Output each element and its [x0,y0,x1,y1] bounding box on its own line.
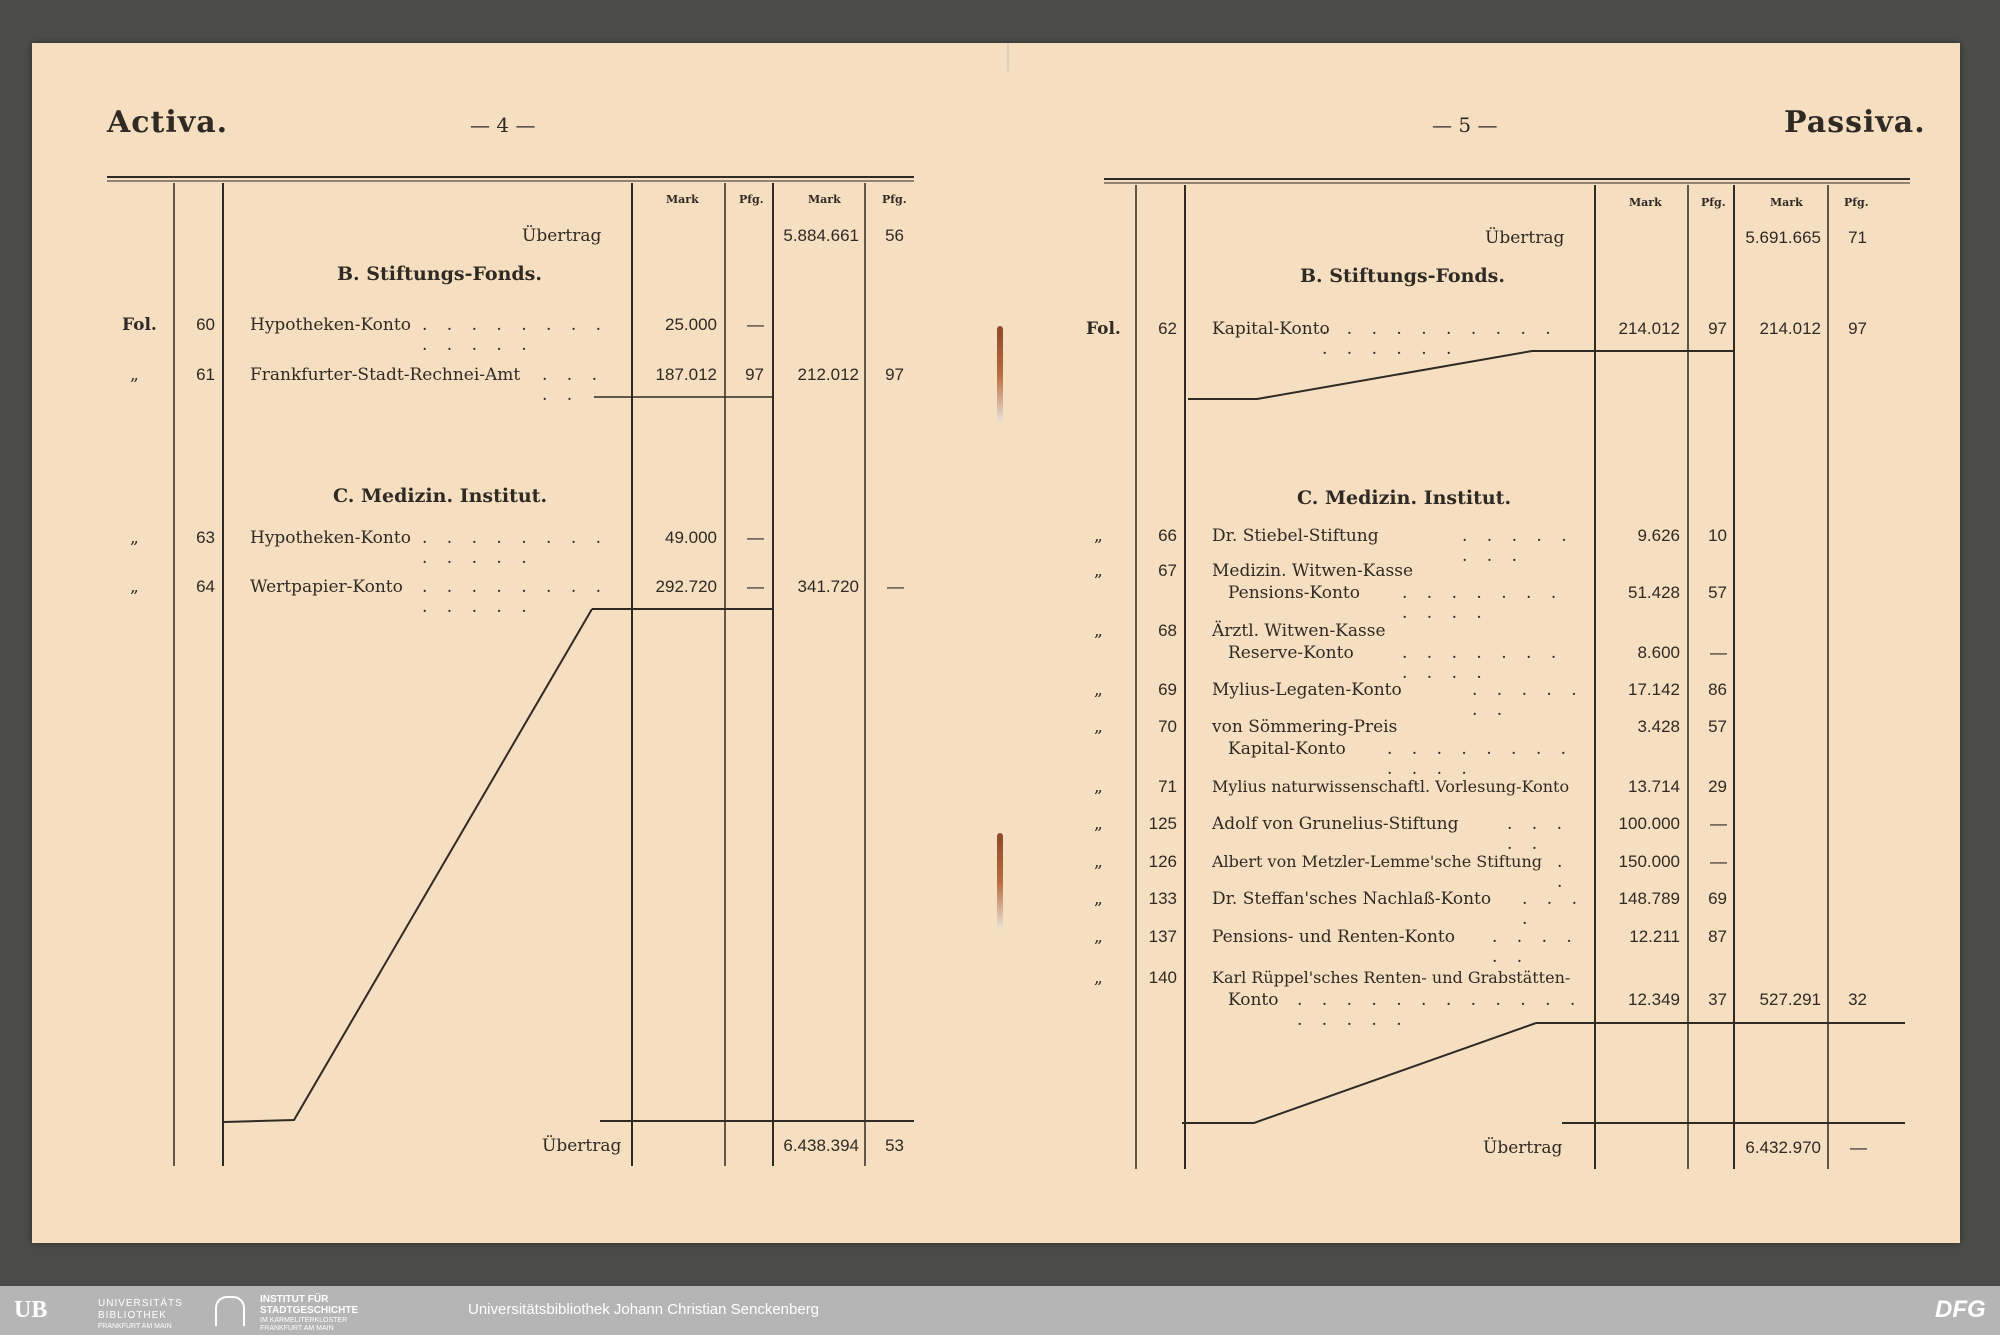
right-account-label: Ärztl. Witwen-Kasse [1212,621,1386,641]
right-mark-1: 13.714 [1628,777,1680,796]
right-mark-1: 9.626 [1637,526,1680,545]
left-mark-2: 341.720 [797,577,859,596]
right-footer-mark: 6.432.970 [1745,1138,1821,1157]
right-account-label-2: Reserve-Konto [1228,643,1354,663]
left-section-c: C. Medizin. Institut. [333,485,548,507]
right-pfg-2: 32 [1848,990,1867,1009]
leader-dots: . . . . . . . . . . . . . . . . . [1297,990,1583,1030]
right-page-number: — 5 — [1432,113,1498,137]
right-folio-number: 67 [1158,561,1177,580]
right-mark-1: 148.789 [1618,889,1680,908]
right-mark-1: 12.211 [1629,927,1680,946]
viewer-footer-bar [0,1286,2000,1335]
right-folio-number: 68 [1158,621,1177,640]
right-mark-1: 51.428 [1628,583,1680,602]
right-account-label: Adolf von Grunelius-Stiftung [1212,814,1459,834]
left-folio-number: 64 [196,577,215,596]
right-account-label: Kapital-Konto [1212,319,1330,339]
right-pfg-1: 86 [1708,680,1727,699]
right-account-label: von Sömmering-Preis [1212,717,1398,737]
right-account-label: Albert von Metzler-Lemme'sche Stiftung [1212,852,1543,871]
right-account-label: Pensions- und Renten-Konto [1212,927,1455,947]
ledger-sheet [32,43,1960,1243]
right-col-pfg-2: Pfg. [1844,196,1869,209]
left-fol: Fol. [122,315,157,335]
leader-dots: . . . . . . . . . . . . . [422,315,609,355]
leader-dots: . . . . . [542,365,605,405]
isg-line-3: IM KARMELITERKLOSTER [260,1317,348,1324]
left-uebertrag-mark: 5.884.661 [783,226,859,245]
right-folio-number: 70 [1158,717,1177,736]
left-col-pfg-1: Pfg. [739,193,764,206]
isg-line-2: STADTGESCHICHTE [260,1305,359,1316]
right-uebertrag-mark: 5.691.665 [1745,228,1821,247]
right-account-label-2: Kapital-Konto [1228,739,1346,759]
left-account-label: Hypotheken-Konto [250,315,411,335]
right-account-label-2: Pensions-Konto [1228,583,1360,603]
right-pfg-1: 10 [1708,526,1727,545]
right-account-label: Dr. Steffan'sches Nachlaß-Konto [1212,889,1492,909]
right-col-pfg-1: Pfg. [1701,196,1726,209]
left-fol: „ [130,577,139,597]
left-footer-uebertrag-label: Übertrag [542,1136,622,1156]
right-fol: „ [1094,889,1103,909]
right-mark-1: 214.012 [1618,319,1680,338]
right-folio-number: 140 [1148,968,1177,987]
right-folio-number: 66 [1158,526,1177,545]
left-pfg-1: — [747,315,764,334]
right-col-mark-1: Mark [1629,196,1662,209]
right-folio-number: 133 [1148,889,1177,908]
right-pfg-1: 69 [1708,889,1727,908]
right-footer-uebertrag-label: Übertrag [1483,1138,1563,1158]
left-section-b: B. Stiftungs-Fonds. [337,263,542,285]
leader-dots: . . . . . . [1492,927,1579,967]
left-pfg-1: — [747,577,764,596]
left-mark-1: 292.720 [655,577,717,596]
isg-line-4: FRANKFURT AM MAIN [260,1325,334,1332]
right-account-label: Dr. Stiebel-Stiftung [1212,526,1379,546]
right-folio-number: 125 [1148,814,1177,833]
right-fol: „ [1094,814,1103,834]
left-uebertrag-label: Übertrag [522,226,602,246]
right-mark-1: 100.000 [1618,814,1680,833]
left-mark-2: 212.012 [797,365,859,384]
ub-logo-city: FRANKFURT AM MAIN [98,1323,172,1330]
right-pfg-1: 57 [1708,717,1727,736]
left-col-mark-1: Mark [666,193,699,206]
right-account-label: Mylius naturwissenschaftl. Vorlesung-Konto [1212,777,1570,796]
ub-logo[interactable] [6,1295,206,1329]
right-pfg-1: 37 [1708,990,1727,1009]
leader-dots: . . . . . . . . . . . . . [422,577,609,617]
right-folio-number: 62 [1158,319,1177,338]
leader-dots: . . . . . . . . . . . . [1387,739,1574,779]
right-mark-1: 17.142 [1628,680,1680,699]
right-folio-number: 69 [1158,680,1177,699]
left-footer-pfg: 53 [885,1136,904,1155]
right-footer-pfg: — [1850,1138,1867,1157]
leader-dots: . . [1557,852,1570,892]
left-folio-number: 60 [196,315,215,334]
leader-dots: . . . . . . . . . . . . . [422,528,609,568]
right-fol: Fol. [1086,319,1121,339]
right-mark-1: 150.000 [1618,852,1680,871]
right-uebertrag-pfg: 71 [1848,228,1867,247]
right-section-c: C. Medizin. Institut. [1297,487,1512,509]
right-fol: „ [1094,680,1103,700]
right-uebertrag-label: Übertrag [1485,228,1565,248]
left-account-label: Wertpapier-Konto [250,577,403,597]
leader-dots: . . . . . . . [1472,680,1584,720]
right-account-label-2: Konto [1228,990,1279,1010]
dfg-logo[interactable]: DFG [1935,1296,1986,1323]
leader-dots: . . . . [1522,889,1585,929]
right-pfg-1: 87 [1708,927,1727,946]
right-pfg-1: 57 [1708,583,1727,602]
left-uebertrag-pfg: 56 [885,226,904,245]
left-pfg-1: 97 [745,365,764,384]
left-pfg-2: 97 [885,365,904,384]
right-account-label: Mylius-Legaten-Konto [1212,680,1402,700]
left-account-label: Frankfurter-Stadt-Rechnei-Amt [250,365,521,385]
left-col-pfg-2: Pfg. [882,193,907,206]
right-folio-number: 71 [1158,777,1177,796]
isg-line-1: INSTITUT FÜR [260,1294,329,1305]
right-pfg-1: — [1710,852,1727,871]
right-mark-1: 3.428 [1637,717,1680,736]
right-section-b: B. Stiftungs-Fonds. [1300,265,1505,287]
left-fol: „ [130,365,139,385]
leader-dots: . . . . . . . . [1462,526,1574,566]
left-mark-1: 187.012 [655,365,717,384]
left-folio-number: 63 [196,528,215,547]
ub-logo-name: UNIVERSITÄTS BIBLIOTHEK [98,1298,183,1321]
right-fol: „ [1094,852,1103,872]
right-fol: „ [1094,717,1103,737]
right-folio-number: 126 [1148,852,1177,871]
left-account-label: Hypotheken-Konto [250,528,411,548]
right-account-label: Karl Rüppel'sches Renten- und Grabstätten- [1212,968,1571,987]
left-fol: „ [130,528,139,548]
right-folio-number: 137 [1148,927,1177,946]
isg-arch-icon [215,1296,245,1326]
left-ruling [32,43,992,1243]
left-page-number: — 4 — [470,113,536,137]
left-pfg-1: — [747,528,764,547]
right-mark-1: 12.349 [1628,990,1680,1009]
right-fol: „ [1094,526,1103,546]
right-mark-2: 527.291 [1759,990,1821,1009]
right-col-mark-2: Mark [1770,196,1803,209]
left-folio-number: 61 [196,365,215,384]
right-mark-2: 214.012 [1759,319,1821,338]
right-fol: „ [1094,968,1103,988]
ub-logo-mark: UB [14,1297,48,1323]
right-pfg-2: 97 [1848,319,1867,338]
leader-dots: . . . . . . . . . . . [1402,583,1564,623]
activa-title: Activa. [107,105,229,140]
right-fol: „ [1094,777,1103,797]
leader-dots: . . . . . . . . . . . . . . . . [1322,319,1558,359]
right-account-label: Medizin. Witwen-Kasse [1212,561,1414,581]
left-footer-mark: 6.438.394 [783,1136,859,1155]
library-name-link[interactable]: Universitätsbibliothek Johann Christian Senckenberg [468,1301,820,1318]
right-pfg-1: — [1710,643,1727,662]
leader-dots: . . . . . [1507,814,1570,854]
right-mark-1: 8.600 [1637,643,1680,662]
isg-logo[interactable] [215,1294,405,1330]
right-pfg-1: 97 [1708,319,1727,338]
right-fol: „ [1094,621,1103,641]
left-mark-1: 49.000 [665,528,717,547]
left-mark-1: 25.000 [665,315,717,334]
left-col-mark-2: Mark [808,193,841,206]
right-fol: „ [1094,927,1103,947]
right-pfg-1: 29 [1708,777,1727,796]
right-fol: „ [1094,561,1103,581]
passiva-title: Passiva. [1784,105,1926,140]
right-pfg-1: — [1710,814,1727,833]
left-pfg-2: — [887,577,904,596]
leader-dots: . . . . . . . . . . . [1402,643,1564,683]
